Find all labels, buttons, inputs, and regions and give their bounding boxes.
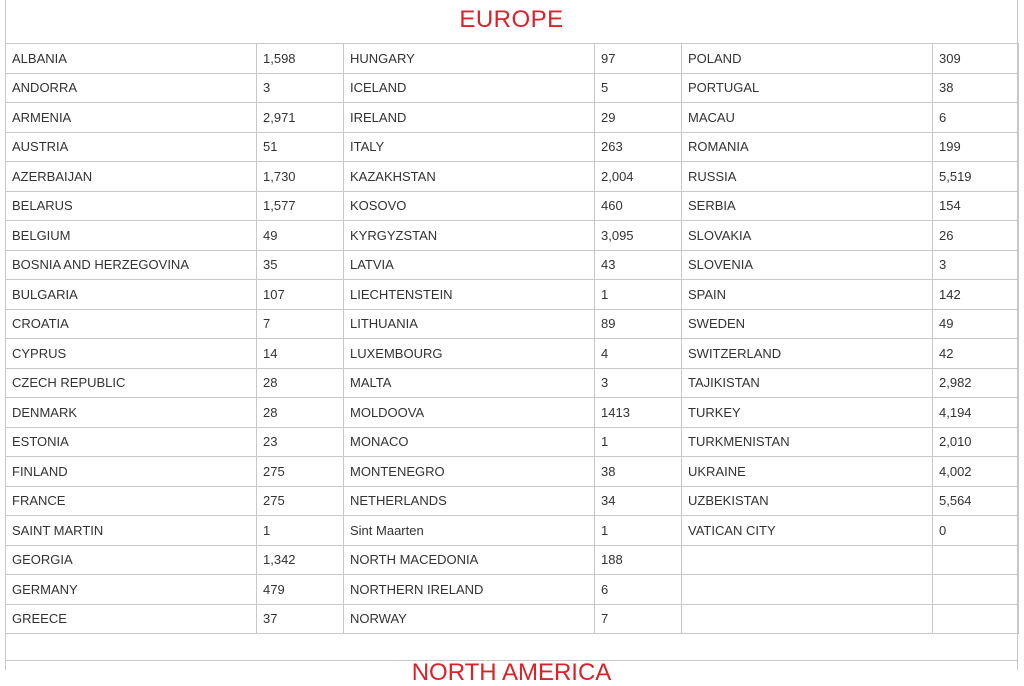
country-name-cell: SLOVAKIA <box>682 221 933 251</box>
country-name-cell: ANDORRA <box>6 73 257 103</box>
country-name-cell: ICELAND <box>344 73 595 103</box>
country-name-cell: TURKEY <box>682 398 933 428</box>
next-section-title: NORTH AMERICA <box>5 660 1018 681</box>
country-name-cell: MACAU <box>682 103 933 133</box>
country-value-cell: 43 <box>595 250 682 280</box>
country-value-cell: 38 <box>933 73 1019 103</box>
country-value-cell: 1 <box>595 427 682 457</box>
country-value-cell: 2,982 <box>933 368 1019 398</box>
country-value-cell: 6 <box>595 575 682 605</box>
country-name-cell: GEORGIA <box>6 545 257 575</box>
country-name-cell <box>682 604 933 634</box>
country-value-cell: 7 <box>257 309 344 339</box>
country-name-cell: HUNGARY <box>344 44 595 74</box>
country-name-cell: TAJIKISTAN <box>682 368 933 398</box>
country-value-cell: 199 <box>933 132 1019 162</box>
section-title: EUROPE <box>459 6 564 33</box>
country-name-cell: BULGARIA <box>6 280 257 310</box>
country-value-cell: 34 <box>595 486 682 516</box>
country-value-cell: 1,577 <box>257 191 344 221</box>
country-value-cell: 49 <box>257 221 344 251</box>
table-row <box>6 575 1019 605</box>
country-name-cell: MONACO <box>344 427 595 457</box>
country-value-cell: 7 <box>595 604 682 634</box>
country-value-cell: 49 <box>933 309 1019 339</box>
country-value-cell: 3 <box>257 73 344 103</box>
table-row <box>6 398 1019 428</box>
country-name-cell: FRANCE <box>6 486 257 516</box>
table-row <box>6 339 1019 369</box>
country-name-cell: KAZAKHSTAN <box>344 162 595 192</box>
country-name-cell: CZECH REPUBLIC <box>6 368 257 398</box>
country-name-cell: NORTH MACEDONIA <box>344 545 595 575</box>
country-value-cell: 4,194 <box>933 398 1019 428</box>
country-name-cell: LUXEMBOURG <box>344 339 595 369</box>
table-row <box>6 221 1019 251</box>
country-name-cell: GREECE <box>6 604 257 634</box>
country-value-cell: 154 <box>933 191 1019 221</box>
country-name-cell: GERMANY <box>6 575 257 605</box>
country-value-cell: 3 <box>595 368 682 398</box>
country-value-cell: 1,598 <box>257 44 344 74</box>
country-value-cell: 1,342 <box>257 545 344 575</box>
country-name-cell: RUSSIA <box>682 162 933 192</box>
country-name-cell: SAINT MARTIN <box>6 516 257 546</box>
country-value-cell: 479 <box>257 575 344 605</box>
country-value-cell: 142 <box>933 280 1019 310</box>
table-row <box>6 486 1019 516</box>
table-row <box>6 73 1019 103</box>
country-value-cell: 26 <box>933 221 1019 251</box>
country-value-cell: 275 <box>257 457 344 487</box>
country-value-cell: 4,002 <box>933 457 1019 487</box>
country-value-cell <box>933 575 1019 605</box>
country-name-cell: SLOVENIA <box>682 250 933 280</box>
table-row <box>6 191 1019 221</box>
country-name-cell: NETHERLANDS <box>344 486 595 516</box>
country-name-cell <box>682 575 933 605</box>
country-value-cell: 6 <box>933 103 1019 133</box>
country-value-cell: 89 <box>595 309 682 339</box>
country-name-cell: Sint Maarten <box>344 516 595 546</box>
table-row <box>6 457 1019 487</box>
country-name-cell: TURKMENISTAN <box>682 427 933 457</box>
country-name-cell: SERBIA <box>682 191 933 221</box>
country-name-cell: AZERBAIJAN <box>6 162 257 192</box>
country-name-cell: LATVIA <box>344 250 595 280</box>
country-name-cell: SWEDEN <box>682 309 933 339</box>
country-value-cell: 1413 <box>595 398 682 428</box>
country-name-cell: BELARUS <box>6 191 257 221</box>
country-name-cell: LITHUANIA <box>344 309 595 339</box>
table-row <box>6 368 1019 398</box>
table-row <box>6 280 1019 310</box>
country-value-cell: 4 <box>595 339 682 369</box>
country-value-cell: 107 <box>257 280 344 310</box>
country-value-cell: 188 <box>595 545 682 575</box>
country-name-cell: SWITZERLAND <box>682 339 933 369</box>
country-name-cell: ITALY <box>344 132 595 162</box>
country-name-cell: LIECHTENSTEIN <box>344 280 595 310</box>
table-row <box>6 427 1019 457</box>
country-name-cell: IRELAND <box>344 103 595 133</box>
country-name-cell: UZBEKISTAN <box>682 486 933 516</box>
table-row <box>6 309 1019 339</box>
country-value-cell: 1,730 <box>257 162 344 192</box>
country-name-cell: NORWAY <box>344 604 595 634</box>
table-row <box>6 103 1019 133</box>
country-name-cell: ROMANIA <box>682 132 933 162</box>
country-name-cell: POLAND <box>682 44 933 74</box>
country-value-cell: 5 <box>595 73 682 103</box>
country-value-cell: 0 <box>933 516 1019 546</box>
country-table <box>5 43 1019 634</box>
country-name-cell: ALBANIA <box>6 44 257 74</box>
country-name-cell: AUSTRIA <box>6 132 257 162</box>
country-value-cell: 275 <box>257 486 344 516</box>
country-name-cell: MALTA <box>344 368 595 398</box>
country-value-cell: 35 <box>257 250 344 280</box>
country-name-cell: KOSOVO <box>344 191 595 221</box>
country-name-cell: UKRAINE <box>682 457 933 487</box>
country-name-cell: NORTHERN IRELAND <box>344 575 595 605</box>
country-name-cell: CYPRUS <box>6 339 257 369</box>
country-value-cell: 1 <box>257 516 344 546</box>
country-name-cell: MOLDOOVA <box>344 398 595 428</box>
country-value-cell: 14 <box>257 339 344 369</box>
table-row <box>6 545 1019 575</box>
country-name-cell: MONTENEGRO <box>344 457 595 487</box>
country-value-cell: 38 <box>595 457 682 487</box>
country-name-cell: PORTUGAL <box>682 73 933 103</box>
table-row <box>6 162 1019 192</box>
country-value-cell: 23 <box>257 427 344 457</box>
country-value-cell: 5,564 <box>933 486 1019 516</box>
country-value-cell: 37 <box>257 604 344 634</box>
table-row <box>6 44 1019 74</box>
country-value-cell: 97 <box>595 44 682 74</box>
table-row <box>6 516 1019 546</box>
country-value-cell: 5,519 <box>933 162 1019 192</box>
country-value-cell: 460 <box>595 191 682 221</box>
table-row <box>6 604 1019 634</box>
country-name-cell: ESTONIA <box>6 427 257 457</box>
country-name-cell <box>682 545 933 575</box>
country-value-cell: 263 <box>595 132 682 162</box>
country-value-cell: 28 <box>257 398 344 428</box>
country-value-cell: 309 <box>933 44 1019 74</box>
country-value-cell: 51 <box>257 132 344 162</box>
country-name-cell: CROATIA <box>6 309 257 339</box>
country-value-cell: 3,095 <box>595 221 682 251</box>
country-value-cell: 28 <box>257 368 344 398</box>
country-value-cell: 3 <box>933 250 1019 280</box>
country-value-cell <box>933 604 1019 634</box>
country-name-cell: SPAIN <box>682 280 933 310</box>
country-value-cell: 1 <box>595 280 682 310</box>
table-row <box>6 250 1019 280</box>
country-value-cell <box>933 545 1019 575</box>
country-value-cell: 1 <box>595 516 682 546</box>
country-name-cell: DENMARK <box>6 398 257 428</box>
country-value-cell: 2,971 <box>257 103 344 133</box>
country-name-cell: BOSNIA AND HERZEGOVINA <box>6 250 257 280</box>
country-table-body <box>6 44 1019 634</box>
country-name-cell: KYRGYZSTAN <box>344 221 595 251</box>
country-name-cell: FINLAND <box>6 457 257 487</box>
table-row <box>6 132 1019 162</box>
country-name-cell: BELGIUM <box>6 221 257 251</box>
country-value-cell: 42 <box>933 339 1019 369</box>
country-value-cell: 2,004 <box>595 162 682 192</box>
country-name-cell: VATICAN CITY <box>682 516 933 546</box>
country-value-cell: 2,010 <box>933 427 1019 457</box>
country-value-cell: 29 <box>595 103 682 133</box>
country-name-cell: ARMENIA <box>6 103 257 133</box>
